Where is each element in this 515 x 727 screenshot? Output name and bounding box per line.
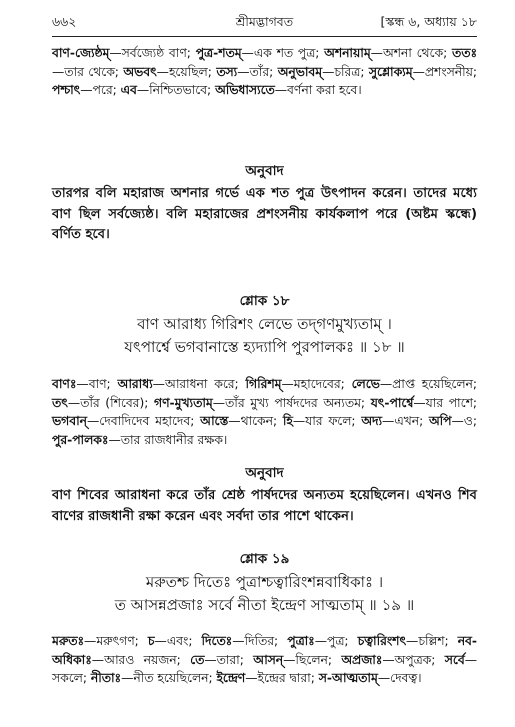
synonym-meaning: —অপুত্রক;: [382, 652, 445, 667]
translation-heading-17: অনুবাদ: [245, 163, 284, 179]
synonym-meaning: —যার ফলে;: [292, 414, 362, 429]
synonym-meaning: —সকলে;: [52, 652, 477, 686]
synonym-word: ততঃ: [452, 46, 478, 60]
synonym-meaning: —দেবাদিদেব মহাদেব;: [86, 414, 201, 429]
synonym-word: তে: [190, 652, 205, 667]
synonym-meaning: —যার পাশে;: [413, 395, 477, 410]
synonym-meaning: —এখন;: [382, 414, 429, 429]
synonym-word: অপি: [428, 414, 452, 429]
synonym-meaning: —ছিলেন;: [283, 652, 342, 667]
synonym-word: গণ-মুখ্যতাম্: [154, 395, 213, 410]
synonym-word: পুত্র-শতম্: [195, 46, 242, 60]
synonym-word: সর্বে: [444, 652, 465, 667]
synonym-meaning: —তাঁর;: [237, 64, 278, 79]
synonym-word: বাণ-জ্যেষ্ঠম্: [52, 46, 110, 60]
synonym-word: ভগবান্: [52, 414, 87, 429]
synonym-meaning: —তাঁর (শিবের);: [67, 395, 155, 410]
book-title: শ্রীমদ্ভাগবত: [235, 14, 294, 29]
synonym-meaning: —নীত হয়েছিলেন;: [121, 671, 217, 686]
synonym-word: লেভে: [351, 377, 380, 391]
synonym-word: অভবৎ: [123, 64, 157, 79]
synonym-meaning: —আরও নয়জন;: [91, 652, 191, 667]
synonym-word: এব: [120, 83, 137, 98]
synonym-meaning: —তাঁর মুখ্য পার্ষদদের অন্যতম;: [212, 395, 371, 410]
synonym-meaning: —আরাধনা করে;: [152, 377, 246, 391]
sloka-label-18: শ্লোক ১৮: [239, 293, 290, 309]
section-reference: [স্কন্ধ ৬, অধ্যায় ১৮: [380, 14, 477, 29]
synonym-word: তস্য: [216, 64, 238, 79]
synonym-meaning: —দিতির;: [232, 634, 288, 648]
synonym-word: যৎ-পার্শ্বে: [370, 395, 414, 410]
synonym-word: পুর-পালকঃ: [52, 432, 109, 447]
synonym-meaning: —প্রাপ্ত হয়েছিলেন;: [379, 377, 477, 391]
synonym-word: তৎ: [52, 395, 68, 410]
synonym-word: সুশ্লোক্যম্: [368, 64, 413, 79]
running-header: [52, 14, 477, 36]
synonym-meaning: —বাণ;: [76, 377, 118, 391]
synonym-meaning: —চল্লিশ;: [406, 634, 458, 648]
synonym-word: অশনায়াম্: [324, 46, 371, 60]
synonym-word: দিতেঃ: [201, 634, 233, 648]
synonym-word: আসন্: [253, 652, 284, 667]
synonym-word: চত্বারিংশৎ: [357, 634, 407, 648]
synonym-meaning: —থাকেন;: [228, 414, 283, 429]
synonym-meaning: —তার থেকে;: [52, 64, 124, 79]
synonym-word: চ: [147, 634, 155, 648]
synonym-meaning: —ও;: [451, 414, 477, 429]
translation-verse-17: তারপর বলি মহারাজ অশনার গর্ভে এক শত পুত্র উৎপাদন করেন। তাদের মধ্যে বাণ ছিল সর্বজ্যেষ্ঠ। বলি মহারাজের প্রশংসনীয় কার্যকলাপ পরে (অষ্টম স্কন্ধে) বর্ণিত হবে।: [52, 186, 477, 242]
synonym-word: পুত্রাঃ: [287, 634, 315, 648]
synonym-meaning: —সর্বজ্যেষ্ঠ বাণ;: [109, 46, 196, 60]
synonym-meaning: —ইন্দ্রের দ্বারা;: [245, 671, 319, 686]
synonym-meaning: —বর্ণনা করা হবে।: [274, 83, 362, 98]
synonym-meaning: —তারা;: [204, 652, 254, 667]
sloka-19-line-2: ত আসন্নপ্রজাঃ সর্বে নীতা ইন্দ্রেণ সাত্মতাম্ ॥ ১৯ ॥: [114, 596, 415, 614]
synonym-word: অভিধাস্যতে: [215, 83, 275, 98]
sloka-19-line-1: মরুতশ্চ দিতেঃ পুত্রাশ্চত্বারিংশন্নবাধিকাঃ ।: [145, 573, 384, 591]
synonym-word: পশ্চাৎ: [52, 83, 81, 98]
page-number: ৬৬২: [52, 14, 77, 29]
synonym-word: গিরিশম্: [245, 377, 282, 391]
synonym-meaning: —মরুৎগণ;: [84, 634, 148, 648]
synonym-meaning: —হয়েছিল;: [156, 64, 217, 79]
synonym-meaning: —এক শত পুত্র;: [241, 46, 325, 60]
sloka-label-19: শ্লোক ১৯: [239, 551, 290, 567]
synonym-meaning: —এবং;: [154, 634, 202, 648]
synonym-meaning: —অশনা থেকে;: [370, 46, 452, 60]
synonym-word: নীতাঃ: [90, 671, 122, 686]
synonym-word: ইন্দ্রেণ: [216, 671, 246, 686]
synonym-word: মরুতঃ: [52, 634, 85, 648]
synonym-meaning: —পুত্র;: [314, 634, 358, 648]
synonym-word: নব-অধিকাঃ: [52, 634, 477, 667]
synonym-word: অদ্য: [361, 414, 383, 429]
synonym-meaning: —নিশ্চিতভাবে;: [136, 83, 216, 98]
synonyms-verse-17: [52, 44, 477, 100]
synonyms-verse-19: [52, 632, 477, 688]
synonym-meaning: —দেবত্ব।: [377, 671, 422, 686]
synonym-word: স-আত্মতাম্: [318, 671, 378, 686]
synonym-meaning: —চরিত্র;: [322, 64, 369, 79]
synonym-meaning: —প্রশংসনীয়;: [412, 64, 477, 79]
synonym-meaning: —তার রাজধানীর রক্ষক।: [108, 432, 228, 447]
synonym-word: বাণঃ: [52, 377, 77, 391]
synonym-word: হি: [282, 414, 293, 429]
translation-verse-18: বাণ শিবের আরাধনা করে তাঁর শ্রেষ্ঠ পার্ষদদের অন্যতম হয়েছিলেন। এখনও শিব বাণের রাজধানী রক্ষা করেন এবং সর্বদা তার পাশে থাকেন।: [52, 488, 477, 524]
synonym-word: আস্তে: [200, 414, 229, 429]
translation-heading-18: অনুবাদ: [245, 465, 284, 481]
synonym-meaning: —মহাদেবের;: [281, 377, 352, 391]
synonym-word: অনুভাবম্: [277, 64, 323, 79]
synonym-word: অপ্রজাঃ: [341, 652, 383, 667]
synonym-meaning: —পরে;: [80, 83, 121, 98]
sloka-18-line-1: বাণ আরাধ্য গিরিশং লেভে তদ্‌গণমুখ্যতাম্ ।: [137, 315, 392, 333]
synonyms-verse-18: [52, 375, 477, 449]
header-rule: [52, 36, 477, 37]
synonym-word: আরাধ্য: [117, 377, 153, 391]
sloka-18-line-2: যৎপার্শ্বে ভগবানাস্তে হ্যদ্যাপি পুরপালকঃ ॥ ১৮ ॥: [124, 338, 405, 356]
